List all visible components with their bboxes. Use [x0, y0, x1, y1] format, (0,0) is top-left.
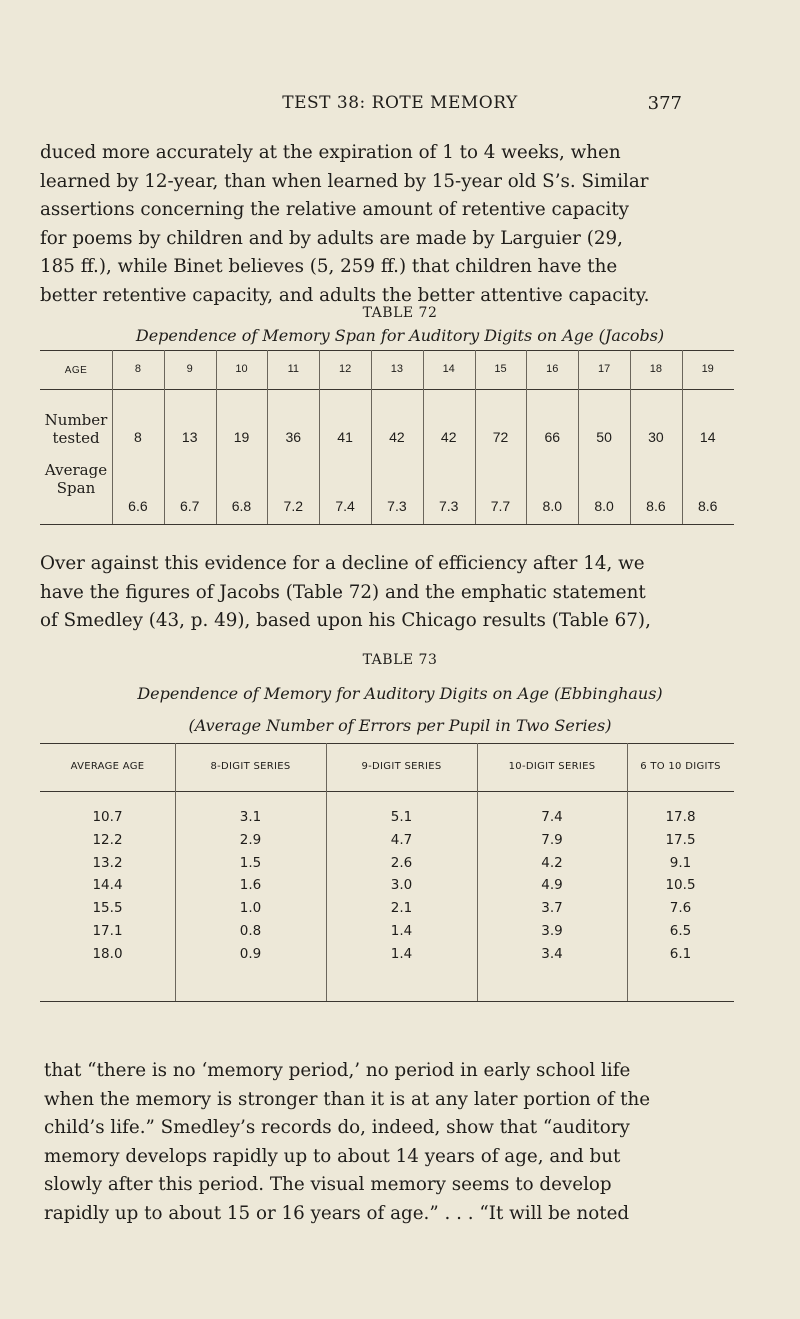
age-header-cell: 11	[287, 363, 299, 375]
table-cell: 3.7	[541, 900, 563, 917]
age-header-cell: 19	[701, 363, 714, 375]
average-span-cell: 8.0	[542, 498, 563, 514]
number-tested-cell: 13	[181, 429, 198, 445]
age-header: AGE	[64, 365, 88, 376]
table-cell: 9.1	[669, 854, 692, 871]
table-cell: 6.1	[669, 945, 692, 962]
text-line: duced more accurately at the expiration of 1 to 4 weeks, when	[40, 142, 621, 163]
column-header: AVERAGE AGE	[70, 761, 145, 772]
text-line: memory develops rapidly up to about 14 years of age, and but	[44, 1145, 621, 1167]
number-tested-cell: 50	[596, 429, 612, 445]
text-line: child’s life.” Smedley’s records do, indeed, show that “auditory	[44, 1117, 630, 1138]
table-cell: 3.0	[390, 877, 413, 894]
table-column-divider	[477, 743, 478, 1001]
age-header-cell: 12	[338, 363, 352, 375]
age-header-cell: 8	[134, 363, 141, 375]
table-cell: 2.1	[390, 900, 413, 917]
column-header: 10-DIGIT SERIES	[508, 761, 596, 772]
table-cell: 5.1	[390, 809, 413, 825]
table-cell: 2.9	[239, 831, 262, 848]
table-cell: 1.4	[390, 945, 413, 962]
column-header: 8-DIGIT SERIES	[210, 761, 291, 772]
number-tested-cell: 42	[440, 429, 457, 445]
table-cell: 17.5	[665, 831, 696, 848]
number-tested-cell: 72	[492, 429, 509, 445]
text-line: 185 ff.), while Binet believes (5, 259 ff.) that children have the	[40, 256, 618, 277]
paragraph-2	[40, 550, 732, 636]
age-header-cell: 16	[546, 363, 559, 375]
text-line: when the memory is stronger than it is at any later portion of the	[44, 1088, 651, 1110]
table-column-divider	[326, 743, 327, 1001]
column-header: 6 TO 10 DIGITS	[640, 761, 721, 772]
table-cell: 3.9	[541, 923, 563, 939]
table-cell: 4.9	[541, 877, 563, 894]
age-header-cell: 9	[186, 363, 193, 375]
age-header-cell: 15	[494, 363, 507, 375]
table-72	[40, 350, 734, 526]
table-cell: 7.9	[541, 831, 563, 848]
table-cell: 0.8	[239, 923, 262, 939]
table-73	[40, 743, 734, 1003]
average-span-cell: 7.4	[335, 498, 355, 514]
average-span-cell: 7.7	[490, 498, 511, 514]
table-cell: 2.6	[390, 854, 413, 871]
average-span-cell: 6.6	[128, 498, 148, 514]
table-73-subtitle: (Average Number of Errors per Pupil in Two Series)	[188, 716, 612, 735]
row-label-average-span: Average Span	[44, 461, 108, 497]
table-cell: 1.5	[239, 854, 262, 871]
table-cell: 3.4	[541, 945, 563, 962]
table-cell: 7.4	[541, 809, 563, 825]
table-cell: 10.7	[92, 809, 123, 825]
column-header: 9-DIGIT SERIES	[361, 761, 442, 772]
age-header-cell: 17	[597, 363, 611, 375]
average-span-cell: 7.3	[438, 498, 459, 514]
number-tested-cell: 42	[389, 429, 405, 445]
table-cell: 18.0	[92, 945, 123, 962]
number-tested-cell: 30	[648, 429, 664, 445]
age-header-cell: 10	[235, 363, 248, 375]
table-cell: 15.5	[92, 900, 123, 917]
number-tested-cell: 19	[233, 429, 250, 445]
table-cell: 4.7	[390, 831, 413, 848]
table-73-caption: TABLE 73	[362, 652, 438, 668]
text-line: Over against this evidence for a decline of efficiency after 14, we	[40, 553, 645, 574]
average-span-cell: 6.8	[231, 498, 252, 514]
table-cell: 1.4	[390, 923, 413, 939]
table-cell: 4.2	[541, 854, 563, 871]
table-72-caption: TABLE 72	[362, 305, 438, 321]
age-header-cell: 13	[390, 363, 404, 375]
table-73-title: Dependence of Memory for Auditory Digits on Age (Ebbinghaus)	[137, 684, 663, 703]
number-tested-cell: 14	[699, 429, 716, 445]
table-72-title: Dependence of Memory Span for Auditory Digits on Age (Jacobs)	[135, 326, 665, 345]
table-cell: 17.1	[92, 923, 123, 939]
text-line: learned by 12-year, than when learned by 15-year old S’s. Similar	[40, 170, 649, 192]
average-span-cell: 6.7	[179, 498, 200, 514]
row-label-number-tested: Number tested	[44, 411, 108, 447]
paragraph-3	[44, 1057, 732, 1228]
number-tested-cell: 36	[285, 429, 302, 445]
table-cell: 7.6	[669, 900, 692, 917]
average-span-cell: 7.3	[387, 498, 407, 514]
table-rule-bottom	[40, 1001, 734, 1002]
text-line: better retentive capacity, and adults the better attentive capacity.	[40, 284, 650, 306]
text-line: of Smedley (43, p. 49), based upon his Chicago results (Table 67),	[40, 610, 651, 631]
average-span-cell: 8.6	[646, 498, 666, 514]
table-rule-header	[40, 791, 734, 792]
average-span-cell: 7.2	[283, 498, 304, 514]
age-header-cell: 18	[649, 363, 663, 375]
text-line: have the figures of Jacobs (Table 72) and the emphatic statement	[40, 581, 646, 603]
table-rule-bottom	[40, 524, 734, 525]
table-cell: 3.1	[239, 809, 262, 825]
table-cell: 17.8	[665, 809, 696, 825]
table-rule-top	[40, 743, 734, 744]
running-head	[0, 93, 800, 115]
age-header-cell: 14	[442, 363, 455, 375]
table-cell: 0.9	[239, 945, 262, 962]
table-cell: 12.2	[92, 831, 123, 848]
text-line: for poems by children and by adults are made by Larguier (29,	[40, 227, 623, 249]
average-span-cell: 8.6	[697, 498, 718, 514]
table-column-divider	[175, 743, 176, 1001]
table-cell: 1.6	[239, 877, 262, 894]
average-span-cell: 8.0	[594, 498, 614, 514]
paragraph-1	[40, 139, 732, 310]
number-tested-cell: 66	[544, 429, 561, 445]
table-cell: 13.2	[92, 854, 123, 871]
running-title: TEST 38: ROTE MEMORY	[282, 93, 518, 113]
table-cell: 10.5	[665, 877, 696, 894]
table-column-divider	[627, 743, 628, 1001]
page-number: 377	[647, 93, 682, 114]
number-tested-cell: 41	[337, 429, 353, 445]
text-line: rapidly up to about 15 or 16 years of age.” . . . “It will be noted	[44, 1202, 630, 1224]
table-cell: 1.0	[239, 900, 262, 917]
table-cell: 14.4	[92, 877, 123, 894]
text-line: assertions concerning the relative amount of retentive capacity	[40, 199, 629, 220]
table-cell: 6.5	[669, 923, 692, 939]
text-line: slowly after this period. The visual memory seems to develop	[44, 1174, 612, 1195]
number-tested-cell: 8	[134, 429, 142, 445]
text-line: that “there is no ‘memory period,’ no period in early school life	[44, 1060, 631, 1081]
